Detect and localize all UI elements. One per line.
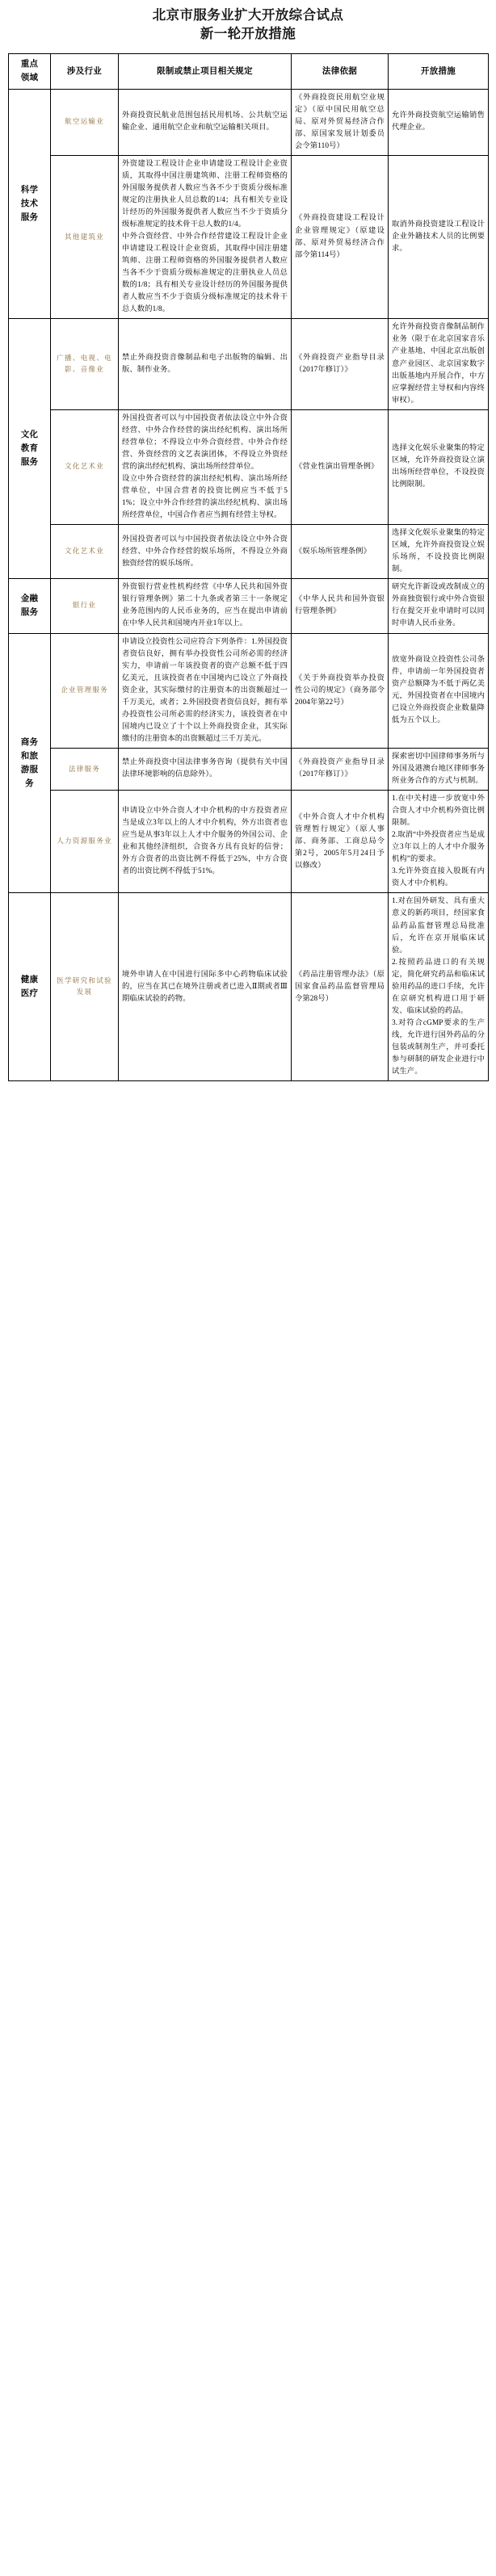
open-paragraph: 2.按照药品进口的有关规定，简化研究药品和临床试验用药品的进口手续，允许在京研究机构进口用于研发、临床试验的药品。: [392, 958, 485, 1015]
table-row: [9, 791, 489, 893]
rule-paragraph: 外国投资者可以与中国投资者依法设立中外合资经营、中外合作经营的演出经纪机构、演出场所经营单位；不得设立中外合资经营、中外合作经营、外资经营的文艺表演团体，不得设立外资经营的演出经纪机构、演出场所经营单位。: [122, 413, 288, 471]
table-row: [9, 893, 489, 1081]
open-paragraph: 3.允许外资直接入股既有内资人才中介机构。: [392, 867, 485, 888]
cell-industry: 航空运输业: [51, 89, 119, 155]
column-header-area-line-1: 重点: [20, 60, 39, 69]
cell-law: 《外商投资建设工程设计企业管理规定》（原建设部、原对外贸易经济合作部令第114号）: [292, 155, 389, 319]
area-line-1: 健康: [20, 975, 39, 985]
cell-industry: 广播、电视、电影、音像业: [51, 319, 119, 409]
table-header: [9, 53, 489, 89]
table-row: [9, 155, 489, 319]
column-header-rule: 限制或禁止项目相关规定: [119, 53, 292, 89]
cell-law: 《中华人民共和国外资银行管理条例》: [292, 579, 389, 633]
cell-rule: [119, 409, 292, 524]
open-paragraph: 1.对在国外研发、具有重大意义的新药项目，经国家食品药品监督管理总局批准后，允许在京开展临床试验。: [392, 897, 485, 954]
document-page: [0, 0, 496, 1096]
cell-open: 允许外商投资音像制品制作业务（限于在北京国家音乐产业基地、中国北京出版创意产业园区、北京国家数字出版基地内开展合作，中方应掌握经营主导权和内容终审权）。: [389, 319, 489, 409]
table-row: [9, 319, 489, 409]
cell-rule: 外国投资者可以与中国投资者依法设立中外合资经营、中外合作经营的娱乐场所，不得设立外商独资经营的娱乐场所。: [119, 525, 292, 579]
page-title: [8, 0, 488, 53]
cell-law: 《外商投资民用航空业规定》（原中国民用航空总局、原对外贸易经济合作部、原国家发展计划委员会令第110号）: [292, 89, 389, 155]
cell-rule: 禁止外商投资中国法律事务咨询（提供有关中国法律环境影响的信息除外）。: [119, 748, 292, 790]
page-title-line-1: 北京市服务业扩大开放综合试点: [152, 7, 344, 23]
rule-paragraph: 中外合资经营、中外合作经营建设工程设计企业申请建设工程设计企业资质，其取得中国注册建筑师、注册工程师资格的外国服务提供者人数应当各不少于资质分级标准规定的注册执业人员总数的1/8；具有相关专业设计经历的外国服务提供者人数应当不少于资质分级标准规定的技术骨干总人数的1/8。: [122, 233, 288, 314]
column-header-open: 开放措施: [389, 53, 489, 89]
area-line-2: 技术: [20, 199, 39, 208]
table-row: [9, 525, 489, 579]
table-header-row: [9, 53, 489, 89]
cell-open: 取消外商投资建设工程设计企业外籍技术人员的比例要求。: [389, 155, 489, 319]
cell-open: 研究允许新设或改制成立的外商独资银行或中外合资银行在提交开业申请时可以同时申请人民币业务。: [389, 579, 489, 633]
cell-law: 《中外合资人才中介机构管理暂行规定》（原人事部、商务部、工商总局令第2号，2005年5月24日予以修改）: [292, 791, 389, 893]
area-line-1: 商务: [20, 737, 39, 747]
column-header-law: 法律依据: [292, 53, 389, 89]
cell-law: 《营业性演出管理条例》: [292, 409, 389, 524]
cell-open: 选择文化娱乐业聚集的特定区域，允许外商投资设立演出场所经营单位，不设投资比例限制。: [389, 409, 489, 524]
table-row: [9, 89, 489, 155]
open-paragraph: 2.取消“中外投资者应当是成立3年以上的人才中介服务机构”的要求。: [392, 831, 485, 864]
cell-industry: 法律服务: [51, 748, 119, 790]
area-line-2: 教育: [20, 444, 39, 454]
cell-area: [9, 319, 51, 579]
cell-industry: 银行业: [51, 579, 119, 633]
open-paragraph: 3.对符合cGMP要求的生产线，允许进行国外药品的分包装或制剂生产，并可委托参与研制的研发企业进行中试生产。: [392, 1018, 485, 1076]
cell-industry: 文化艺术业: [51, 525, 119, 579]
area-line-1: 文化: [20, 430, 39, 440]
cell-open: [389, 791, 489, 893]
cell-area: [9, 893, 51, 1081]
area-line-1: 金融: [20, 594, 39, 604]
cell-industry: 企业管理服务: [51, 633, 119, 748]
rule-paragraph: 外资建设工程设计企业申请建设工程设计企业资质，其取得中国注册建筑师、注册工程师资格的外国服务提供者人数应当各不少于资质分级标准规定的注册执业人员总数的1/4；具有相关专业设计经历的外国服务提供者人数应当不少于资质分级标准规定的技术骨干总人数的1/4。: [122, 159, 288, 229]
cell-law: 《娱乐场所管理条例》: [292, 525, 389, 579]
cell-open: 允许外商投资航空运输销售代理企业。: [389, 89, 489, 155]
cell-area: [9, 579, 51, 633]
cell-law: 《关于外商投资举办投资性公司的规定》（商务部令2004年第22号）: [292, 633, 389, 748]
cell-industry: 文化艺术业: [51, 409, 119, 524]
area-line-4: 务: [25, 778, 34, 788]
area-line-2: 和旅: [20, 751, 39, 761]
table-row: [9, 579, 489, 633]
cell-rule: [119, 155, 292, 319]
cell-area: [9, 633, 51, 893]
table-body: [9, 89, 489, 1081]
cell-rule: 外商投资民航业范围包括民用机场、公共航空运输企业、通用航空企业和航空运输相关项目。: [119, 89, 292, 155]
area-line-1: 科学: [20, 185, 39, 195]
cell-rule: 申请设立投资性公司应符合下列条件：1.外国投资者资信良好，拥有举办投资性公司所必需的经济实力，申请前一年该投资者的资产总额不低于四亿美元，且该投资者在中国境内已设立了外商投资企业，其实际缴付的注册资本的出资额超过一千万美元，或者；2.外国投资者资信良好，拥有举办投资性公司所必需的经济实力，该投资者在中国境内已设立了十个以上外商投资企业，其实际缴付的注册资本的出资额超过三千万美元。: [119, 633, 292, 748]
cell-open: 选择文化娱乐业聚集的特定区域，允许外商投资设立娱乐场所，不设投资比例限制。: [389, 525, 489, 579]
column-header-industry: 涉及行业: [51, 53, 119, 89]
column-header-area-line-2: 领域: [20, 73, 39, 83]
cell-industry: 其他建筑业: [51, 155, 119, 319]
area-line-3: 服务: [20, 212, 39, 222]
area-line-2: 服务: [20, 608, 39, 618]
area-line-2: 医疗: [20, 989, 39, 999]
cell-open: 放宽外商设立投资性公司条件，申请前一年外国投资者资产总额降为不低于两亿美元，外国投资者在中国境内已设立外商投资企业数量降低为五个以上。: [389, 633, 489, 748]
column-header-area: [9, 53, 51, 89]
open-paragraph: 1.在中关村进一步放宽中外合资人才中介机构外资比例限制。: [392, 795, 485, 828]
cell-industry: 人力资源服务业: [51, 791, 119, 893]
table-row: [9, 409, 489, 524]
table-row: [9, 748, 489, 790]
table-row: [9, 633, 489, 748]
area-line-3: 游服: [20, 765, 39, 774]
cell-open: [389, 893, 489, 1081]
cell-rule: 境外申请人在中国进行国际多中心药物临床试验的，应当在其已在境外注册或者已进入Ⅱ期或者Ⅲ期临床试验的药物。: [119, 893, 292, 1081]
cell-area: [9, 89, 51, 319]
rule-paragraph: 设立中外合资经营的演出经纪机构、演出场所经营单位，中国合营者的投资比例应当不低于51%；设立中外合作经营的演出经纪机构、演出场所经营单位，中国合作者应当拥有经营主导权。: [122, 474, 288, 520]
cell-rule: 申请设立中外合资人才中介机构的中方投资者应当是成立3年以上的人才中介机构，外方出资者也应当是从事3年以上人才中介服务的外国公司、企业和其他经济组织，合资各方具有良好的信誉；外方合资者的出资比例不得低于25%，中方合资者的出资比例不得低于51%。: [119, 791, 292, 893]
area-line-3: 服务: [20, 458, 39, 468]
measures-table: [8, 53, 489, 1082]
cell-open: 探索密切中国律师事务所与外国及港澳台地区律师事务所业务合作的方式与机制。: [389, 748, 489, 790]
cell-law: 《药品注册管理办法》（原国家食品药品监督管理局令第28号）: [292, 893, 389, 1081]
cell-industry: 医学研究和试验发展: [51, 893, 119, 1081]
page-title-line-2: 新一轮开放措施: [200, 25, 296, 41]
cell-rule: 外资银行营业性机构经营《中华人民共和国外资银行管理条例》第二十九条或者第三十一条规定业务范围内的人民币业务的，应当在提出申请前在中华人民共和国境内开业1年以上。: [119, 579, 292, 633]
cell-law: 《外商投资产业指导目录（2017年修订）》: [292, 748, 389, 790]
cell-law: 《外商投资产业指导目录（2017年修订）》: [292, 319, 389, 409]
cell-rule: 禁止外商投资音像制品和电子出版物的编辑、出版、制作业务。: [119, 319, 292, 409]
